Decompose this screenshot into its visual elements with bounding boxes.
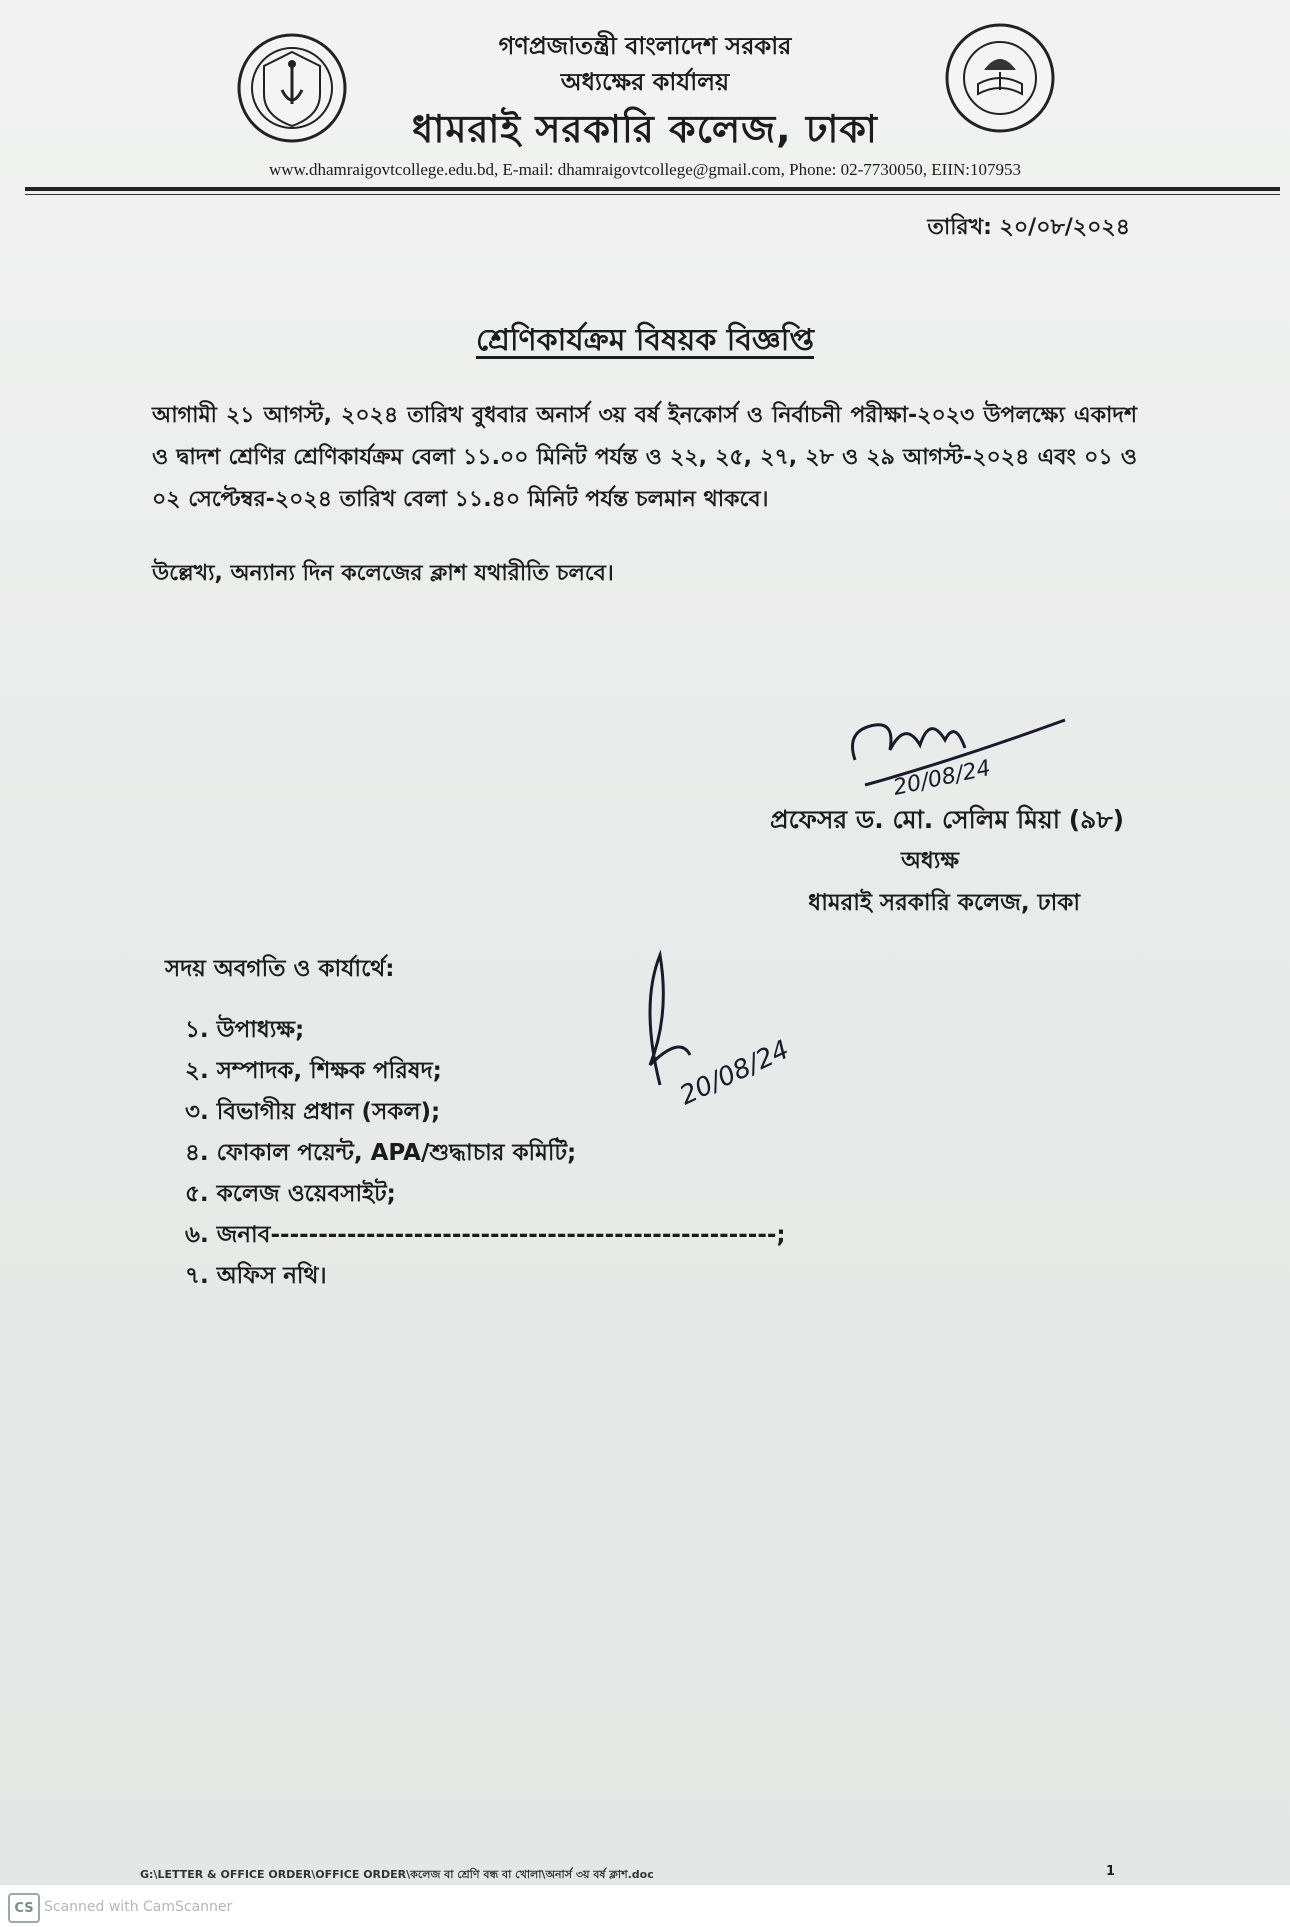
header-college-name: ধামরাই সরকারি কলেজ, ঢাকা xyxy=(412,107,878,151)
header-contact-line: www.dhamraigovtcollege.edu.bd, E-mail: dhamraigovtcollege@gmail.com, Phone: 02-7730050, EIIN:107953 xyxy=(269,160,1021,179)
svg-text:20/08/24: 20/08/24 xyxy=(891,755,993,800)
notice-note: উল্লেখ্য, অন্যান্য দিন কলেজের ক্লাশ যথারীতি চলবে। xyxy=(152,561,614,586)
footer-file-path: G:\LETTER & OFFICE ORDER\OFFICE ORDER\কলেজ বা শ্রেণি বন্ধ বা খোলা\অনার্স ৩য় বর্ষ ক্লাশ.doc xyxy=(140,1868,654,1881)
signatory-role: অধ্যক্ষ xyxy=(900,848,960,874)
scanner-watermark-text: Scanned with CamScanner xyxy=(44,1899,233,1915)
signatory-college: ধামরাই সরকারি কলেজ, ঢাকা xyxy=(808,890,1080,916)
principal-signature xyxy=(835,700,1075,804)
header-divider-thin xyxy=(25,194,1280,195)
signatory-name: প্রফেসর ড. মো. সেলিম মিয়া (৯৮) xyxy=(769,805,1124,834)
notice-title xyxy=(0,316,1290,367)
svg-text:20/08/24: 20/08/24 xyxy=(675,1034,794,1112)
notice-body: আগামী ২১ আগস্ট, ২০২৪ তারিখ বুধবার অনার্স ৩য় বর্ষ ইনকোর্স ও নির্বাচনী পরীক্ষা-২০২৩ উপলক্ষ্যে একাদশ ও দ্বাদশ শ্রেণির শ্রেণিকার্যক্রম বেলা ১১.০০ মিনিট পর্যন্ত ও ২২, ২৫, ২৭, ২৮ ও ২৯ আগস্ট-২০২৪ এবং ০১ ও ০২ সেপ্টেম্বর-২০২৪ তারিখ বেলা ১১.৪০ মিনিট পর্যন্ত চলমান থাকবে। xyxy=(152,403,1137,512)
scanner-watermark-bar xyxy=(0,1885,1290,1927)
distribution-item: ৩. বিভাগীয় প্রধান (সকল); xyxy=(185,1099,441,1125)
camscanner-icon: CS xyxy=(8,1893,40,1923)
distribution-item: ৫. কলেজ ওয়েবসাইট; xyxy=(185,1181,396,1207)
distribution-heading: সদয় অবগতি ও কার্যার্থে: xyxy=(165,956,395,982)
distribution-item: ১. উপাধ্যক্ষ; xyxy=(185,1017,305,1043)
notice-date: তারিখ: ২০/০৮/২০২৪ xyxy=(927,215,1130,240)
header-office: অধ্যক্ষের কার্যালয় xyxy=(560,68,730,96)
header-government: গণপ্রজাতন্ত্রী বাংলাদেশ সরকার xyxy=(498,32,792,60)
handwritten-initial xyxy=(630,945,830,1129)
distribution-item: ৬. জনাব-----------------------------------------------------; xyxy=(185,1222,786,1248)
distribution-item: ২. সম্পাদক, শিক্ষক পরিষদ; xyxy=(185,1058,442,1084)
notice-title-text: শ্রেণিকার্যক্রম বিষয়ক বিজ্ঞপ্তি xyxy=(475,323,814,358)
distribution-item: ৭. অফিস নথি। xyxy=(185,1263,327,1289)
footer-page-number: 1 xyxy=(1106,1864,1116,1879)
header-divider-thick xyxy=(25,187,1280,191)
distribution-item: ৪. ফোকাল পয়েন্ট, APA/শুদ্ধাচার কমিটি; xyxy=(185,1140,577,1166)
